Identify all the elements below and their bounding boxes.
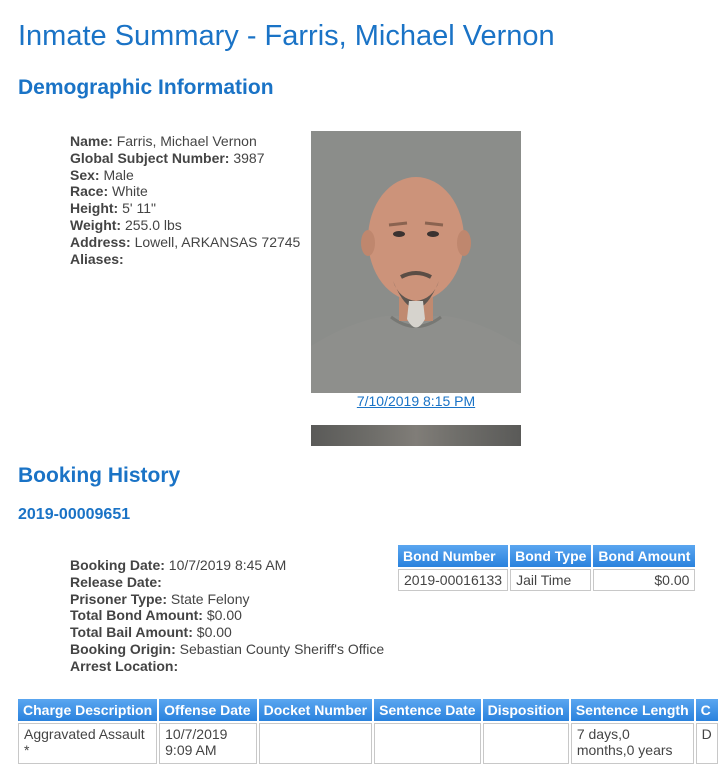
column-header-bond-amount[interactable]: Bond Amount (593, 545, 695, 567)
disposition-cell (483, 723, 569, 764)
photo-date-link[interactable]: 7/10/2019 8:15 PM (356, 393, 476, 409)
field-race: Race: White (70, 183, 148, 200)
column-header-docket-number[interactable]: Docket Number (259, 699, 372, 721)
sentence-date-cell (374, 723, 480, 764)
sentence-length-cell: 7 days,0 months,0 years (571, 723, 694, 764)
column-header-charge-description[interactable]: Charge Description (18, 699, 157, 721)
bond-type-cell: Jail Time (510, 569, 591, 591)
column-header-bond-type[interactable]: Bond Type (510, 545, 591, 567)
booking-history-heading: Booking History (18, 464, 181, 487)
field-name: Name: Farris, Michael Vernon (70, 133, 257, 149)
column-header-sentence-date[interactable]: Sentence Date (374, 699, 480, 721)
booking-number: 2019-00009651 (18, 506, 131, 523)
bond-amount-cell: $0.00 (593, 569, 695, 591)
docket-number-cell (259, 723, 372, 764)
column-header-bond-number[interactable]: Bond Number (398, 545, 508, 567)
column-header-offense-date[interactable]: Offense Date (159, 699, 257, 721)
column-header-truncated[interactable]: C (696, 699, 718, 721)
charge-table (16, 697, 720, 766)
mugshot-image (311, 131, 521, 393)
field-sex: Sex: Male (70, 166, 134, 183)
offense-date-cell: 10/7/2019 9:09 AM (159, 723, 257, 764)
bond-table-header-row (398, 545, 695, 567)
field-total-bond-amount: Total Bond Amount: $0.00 (70, 607, 242, 624)
field-booking-date: Booking Date: 10/7/2019 8:45 AM (70, 557, 287, 573)
bond-table (396, 543, 697, 593)
field-total-bail-amount: Total Bail Amount: $0.00 (70, 624, 232, 641)
charge-description-cell: Aggravated Assault * (18, 723, 157, 764)
field-booking-origin: Booking Origin: Sebastian County Sheriff's Office (70, 640, 385, 657)
page-title: Inmate Summary - Farris, Michael Vernon (18, 20, 555, 52)
bond-number-cell: 2019-00016133 (398, 569, 508, 591)
column-header-sentence-length[interactable]: Sentence Length (571, 699, 694, 721)
field-arrest-location: Arrest Location: (70, 657, 179, 674)
field-aliases: Aliases: (70, 250, 124, 267)
table-row (398, 569, 695, 591)
field-height: Height: 5' 11" (70, 200, 156, 217)
truncated-cell: D (696, 723, 718, 764)
second-photo-thumbnail[interactable] (311, 425, 521, 446)
table-row (18, 723, 718, 764)
column-header-disposition[interactable]: Disposition (483, 699, 569, 721)
field-release-date: Release Date: (70, 573, 162, 590)
field-weight: Weight: 255.0 lbs (70, 216, 182, 233)
field-global-subject-number: Global Subject Number: 3987 (70, 149, 265, 166)
demographic-fields (70, 133, 300, 267)
demographic-heading: Demographic Information (18, 76, 274, 99)
charge-table-header-row (18, 699, 718, 721)
field-prisoner-type: Prisoner Type: State Felony (70, 590, 250, 607)
mugshot-photo[interactable] (311, 131, 521, 393)
field-address: Address: Lowell, ARKANSAS 72745 (70, 233, 301, 250)
booking-fields (70, 557, 384, 675)
